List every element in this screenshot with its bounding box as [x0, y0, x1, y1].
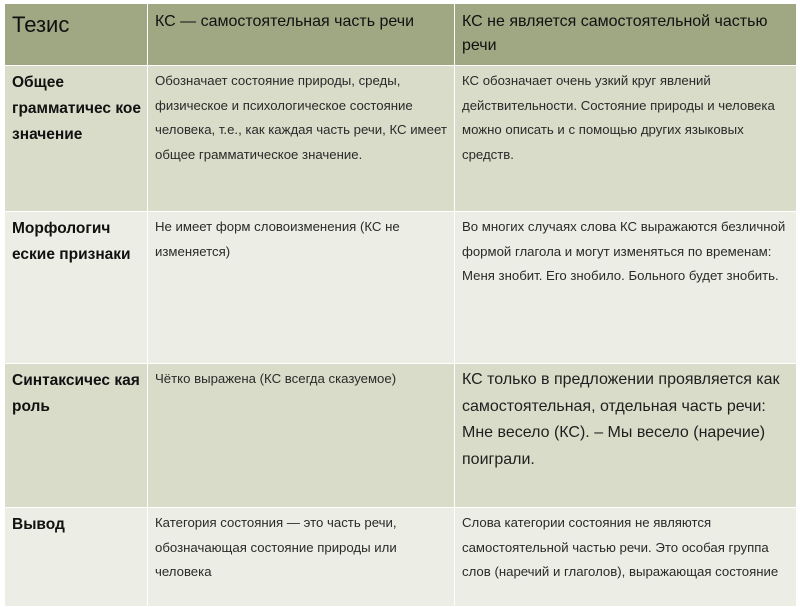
is-part-cell: Категория состояния — это часть речи, обозначающая состояние природы или человека	[148, 508, 455, 607]
is-part-cell: Обозначает состояние природы, среды, физическое и психологическое состояние человека, т.е., как каждая часть речи, КС имеет общее грамматическое значение.	[148, 66, 455, 212]
table-row	[5, 508, 797, 607]
table-header-row	[5, 4, 797, 66]
header-is-part: КС — самостоятельная часть речи	[148, 4, 455, 66]
table-row	[5, 212, 797, 364]
row-label: Вывод	[5, 508, 148, 607]
comparison-table	[4, 3, 797, 607]
not-part-cell: Во многих случаях слова КС выражаются безличной формой глагола и могут изменяться по временам: Меня знобит. Его знобило. Больного будет знобить.	[455, 212, 797, 364]
not-part-cell: КС только в предложении проявляется как самостоятельная, отдельная часть речи: Мне весело (КС). – Мы весело (наречие) поиграли.	[455, 364, 797, 508]
header-not-part: КС не является самостоятельной частью речи	[455, 4, 797, 66]
row-label: Синтаксичес кая роль	[5, 364, 148, 508]
row-label: Общее грамматичес кое значение	[5, 66, 148, 212]
not-part-cell: Слова категории состояния не являются самостоятельной частью речи. Это особая группа слов (наречий и глаголов), выражающая состояние	[455, 508, 797, 607]
header-thesis: Тезис	[5, 4, 148, 66]
table-row	[5, 364, 797, 508]
is-part-cell: Не имеет форм словоизменения (КС не изменяется)	[148, 212, 455, 364]
table-row	[5, 66, 797, 212]
is-part-cell: Чётко выражена (КС всегда сказуемое)	[148, 364, 455, 508]
not-part-cell: КС обозначает очень узкий круг явлений действительности. Состояние природы и человека можно описать и с помощью других языковых средств.	[455, 66, 797, 212]
comparison-table-wrapper	[4, 3, 797, 607]
row-label: Морфологич еские признаки	[5, 212, 148, 364]
